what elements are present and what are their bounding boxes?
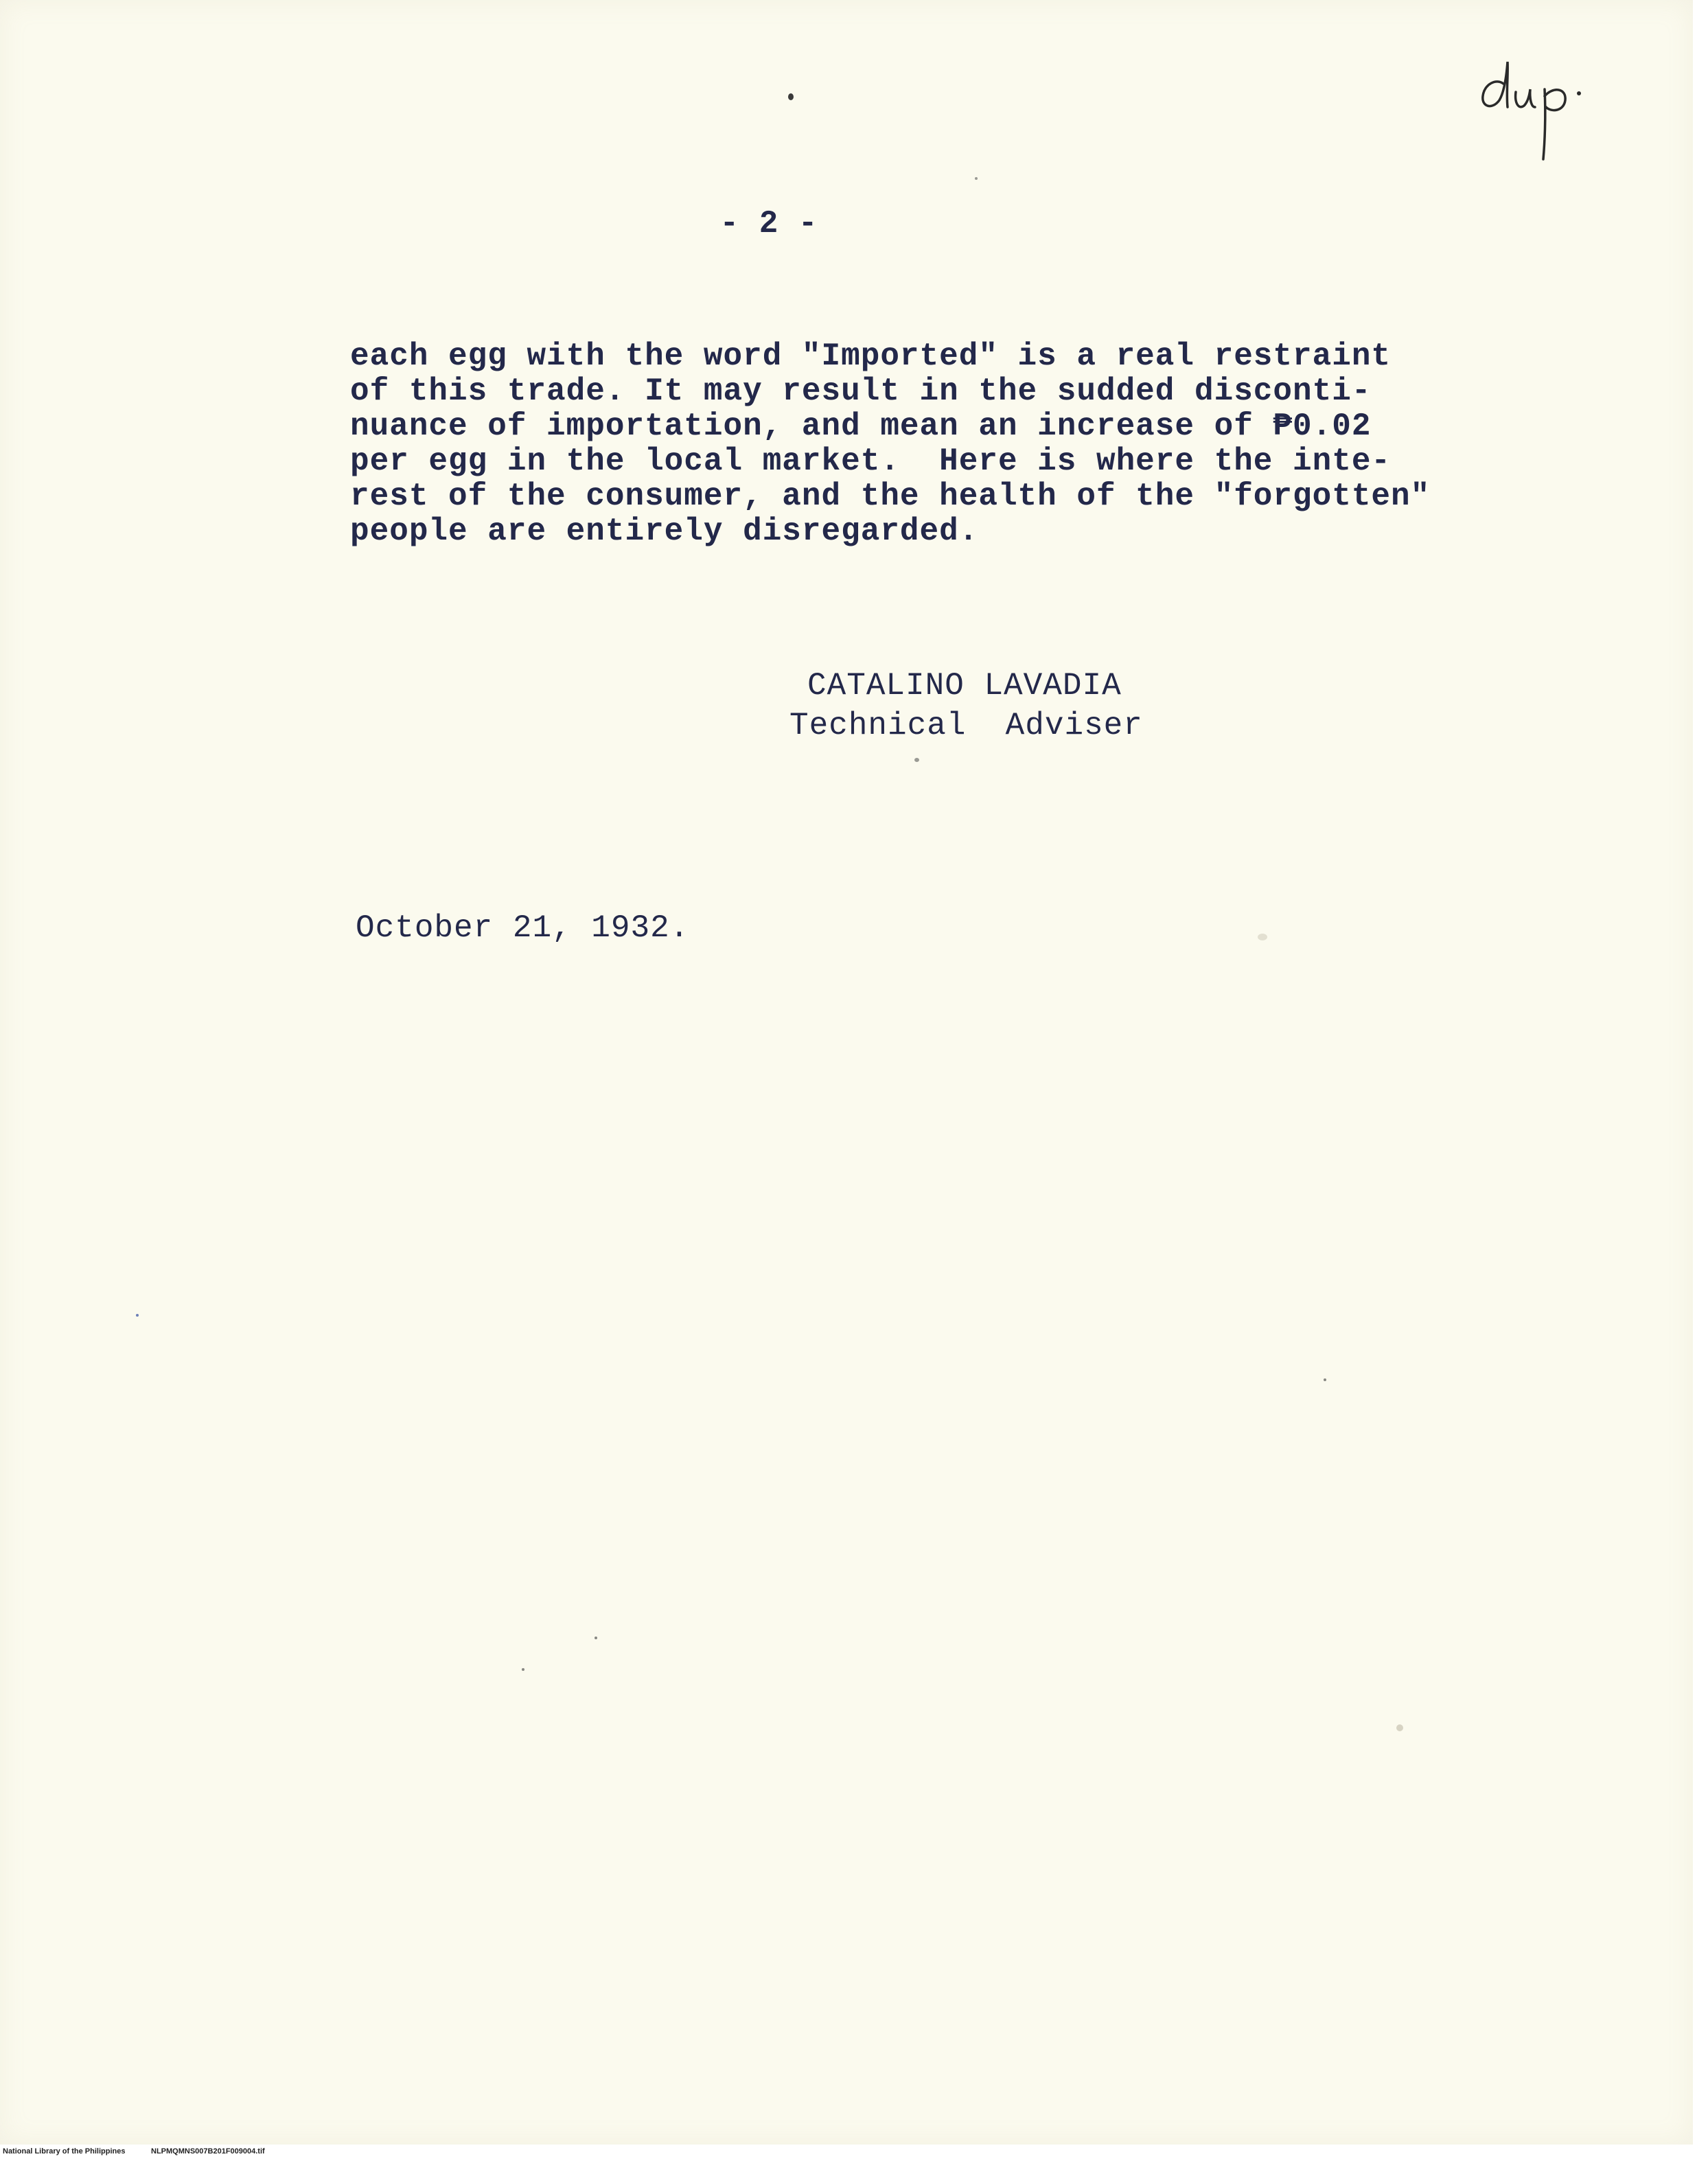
body-line: people are entirely disregarded. (350, 513, 979, 549)
document-date: October 21, 1932. (356, 910, 690, 946)
handwritten-note (1476, 48, 1593, 165)
paper-speck (1258, 934, 1267, 940)
body-line: nuance of importation, and mean an increase of ₱0.02 (350, 408, 1372, 444)
paper-speck (595, 1637, 597, 1639)
body-line: rest of the consumer, and the health of the "forgotten" (350, 478, 1431, 514)
paper-speck (975, 177, 978, 180)
paper-speck (788, 93, 794, 100)
body-line: per egg in the local market. Here is where the inte- (350, 443, 1392, 479)
body-line: of this trade. It may result in the sudded disconti- (350, 373, 1372, 409)
footer-file-id: NLPMQMNS007B201F009004.tif (151, 2147, 265, 2156)
paper-speck (522, 1668, 524, 1671)
paper-speck (914, 758, 919, 762)
signatory-name: CATALINO LAVADIA (807, 668, 1122, 704)
body-paragraph (350, 338, 1431, 549)
page-number: - 2 - (719, 206, 818, 242)
signatory-title: Technical Adviser (789, 708, 1143, 743)
body-line: each egg with the word "Imported" is a real restraint (350, 338, 1392, 374)
paper-speck (1324, 1378, 1326, 1381)
footer-institution: National Library of the Philippines (3, 2147, 126, 2156)
paper-speck (1396, 1724, 1403, 1731)
paper-speck (136, 1314, 139, 1317)
signature-block (789, 666, 1174, 746)
